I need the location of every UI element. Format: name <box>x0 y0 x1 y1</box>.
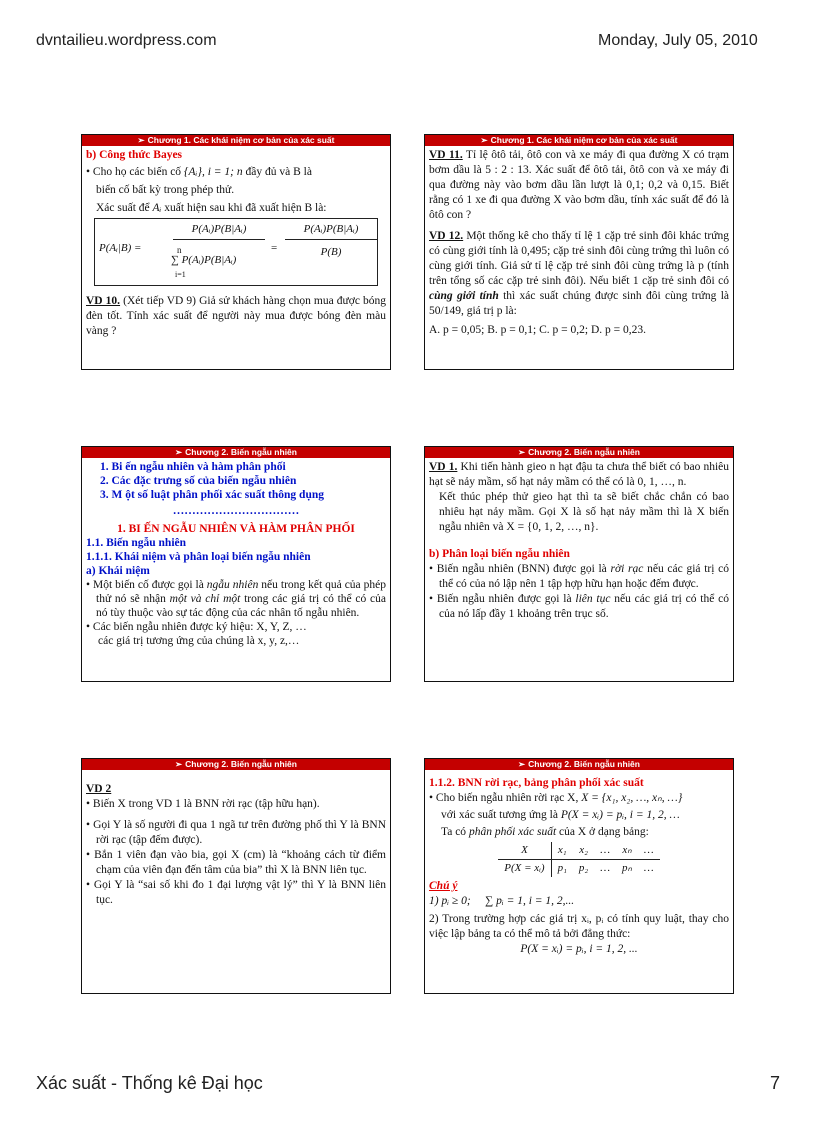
header-site: dvntailieu.wordpress.com <box>36 32 217 49</box>
arrow-icon: ➢ <box>518 447 526 457</box>
slide-examples-11-12: ➢ Chương 1. Các khái niệm cơ bản của xác suất VD 11. Tỉ lệ ôtô tải, ôtô con và xe máy đi qua đường X có trạm bơm dầu là 5 : 2 : 13. Xác suất để ôtô tải, ôtô con và xe máy đi qua đường này vào bơm dầu lần lượt là 0,1; 0,2 và 0,15. Biết rằng có 1 xe đi qua đường X vào bơm dầu, tính xác suất để đó là ôtô con ? VD 12. Một thống kê cho thấy tỉ lệ 1 cặp trẻ sinh đôi khác trứng có cùng giới tính là 0,495; cặp trẻ sinh đôi cùng trứng thì luôn có cùng giới tính. Giả sử tỉ lệ cặp trẻ sinh đôi cùng trứng là p (tính trên tổng số các cặp trẻ sinh đôi). Nếu biết 1 cặp trẻ sinh đôi có cùng giới tính thì xác suất chúng được sinh đôi cùng trứng là 50/149, giá trị p là: A. p = 0,05; B. p = 0,1; C. p = 0,2; D. p = 0,23. <box>424 134 734 370</box>
arrow-icon: ➢ <box>175 759 183 769</box>
slide-discrete-distribution: ➢ Chương 2. Biến ngẫu nhiên 1.1.2. BNN rời rạc, bảng phân phối xác suất • Cho biến ngẫu nhiên rời rạc X, X = {x₁, x₂, …, xₙ, …} với xác suất tương ứng là P(X = xᵢ) = pᵢ, i = 1, 2, … Ta có phân phối xác suất của X ở dạng bảng: X x₁ x₂ … xₙ … P(X = xᵢ) p₁ p₂ … pₙ … Chú ý 1) pᵢ ≥ 0; ∑ pᵢ = 1, i = 1, 2,... 2) Trong trường hợp các giá trị xᵢ, pᵢ có tính quy luật, thay cho việc lập bảng ta có thể mô tả bởi đẳng thức: P(X = xᵢ) = pᵢ, i = 1, 2, ... <box>424 758 734 994</box>
slide-header-bar: ➢ Chương 2. Biến ngẫu nhiên <box>425 447 733 458</box>
bullet-icon: • <box>86 621 91 633</box>
bullet-icon: • <box>86 166 91 178</box>
bullet-icon: • <box>429 563 434 575</box>
toc-item: 1. Bi ến ngẫu nhiên và hàm phân phối <box>100 461 286 473</box>
section-heading: 1. BI ẾN NGẪU NHIÊN VÀ HÀM PHÂN PHỐI <box>117 523 355 535</box>
header-date: Monday, July 05, 2010 <box>598 32 758 49</box>
bullet-icon: • <box>429 792 434 804</box>
slide-header-bar: ➢ Chương 2. Biến ngẫu nhiên <box>82 447 390 458</box>
bullet-icon: • <box>86 579 91 591</box>
arrow-icon: ➢ <box>175 447 183 457</box>
example-label: VD 1. <box>429 461 458 473</box>
bullet-icon: • <box>86 798 91 810</box>
bullet-icon: • <box>86 849 91 861</box>
slide-chapter2-intro: ➢ Chương 2. Biến ngẫu nhiên 1. Bi ến ngẫu nhiên và hàm phân phối 2. Các đặc trưng số của biến ngẫu nhiên 3. M ột số luật phân phối xác suất thông dụng …………………………… 1. BI ẾN NGẪU NHIÊN VÀ HÀM PHÂN PHỐI 1.1. Biến ngẫu nhiên 1.1.1. Khái niệm và phân loại biến ngẫu nhiên a) Khái niệm • Một biến cố được gọi là ngẫu nhiên nếu trong kết quả của phép thử nó sẽ nhận một và chỉ một trong các giá trị có thể có của nó tùy thuộc vào sự tác động của các nhân tố ngẫu nhiên. • Các biến ngẫu nhiên được ký hiệu: X, Y, Z, … các giá trị tương ứng của chúng là x, y, z,… <box>81 446 391 682</box>
bullet-icon: • <box>429 593 434 605</box>
slide-header-bar: ➢ Chương 1. Các khái niệm cơ bản của xác suất <box>425 135 733 146</box>
bayes-formula: P(Aᵢ|B) = P(Aᵢ)P(B|Aᵢ) n ∑ P(Aᵢ)P(B|Aᵢ) i=1 = P(Aᵢ)P(B|Aᵢ) P(B) <box>94 218 378 286</box>
example-label: VD 12. <box>429 230 464 242</box>
example-label: VD 2 <box>86 783 112 795</box>
slide-header-bar: ➢ Chương 1. Các khái niệm cơ bản của xác suất <box>82 135 390 146</box>
bullet-icon: • <box>86 819 91 831</box>
bullet-icon: • <box>86 879 91 891</box>
section-heading: b) Phân loại biến ngẫu nhiên <box>429 548 570 560</box>
arrow-icon: ➢ <box>518 759 526 769</box>
slide-bayes: ➢ Chương 1. Các khái niệm cơ bản của xác suất b) Công thức Bayes • Cho họ các biến cố {Aᵢ}, i = 1; n đầy đủ và B là biến cố bất kỳ trong phép thử. Xác suất để Aᵢ xuất hiện sau khi đã xuất hiện B là: P(Aᵢ|B) = P(Aᵢ)P(B|Aᵢ) n ∑ P(Aᵢ)P(B|Aᵢ) i=1 = P(Aᵢ)P(B|Aᵢ) P(B) VD 10. (Xét tiếp VD 9) Giả sử khách hàng chọn mua được bóng đèn tốt. Tính xác suất để người này mua được bóng đèn màu vàng ? <box>81 134 391 370</box>
slide-header-bar: ➢ Chương 2. Biến ngẫu nhiên <box>425 759 733 770</box>
arrow-icon: ➢ <box>480 135 488 145</box>
example-label: VD 10. <box>86 295 121 307</box>
slide-header-bar: ➢ Chương 2. Biến ngẫu nhiên <box>82 759 390 770</box>
arrow-icon: ➢ <box>137 135 145 145</box>
section-heading: 1.1.2. BNN rời rạc, bảng phân phối xác suất <box>429 777 644 789</box>
footer-title: Xác suất - Thống kê Đại học <box>36 1073 263 1093</box>
note-label: Chú ý <box>429 880 458 892</box>
section-heading: b) Công thức Bayes <box>86 149 183 161</box>
example-label: VD 11. <box>429 149 463 161</box>
toc-item: 2. Các đặc trưng số của biến ngẫu nhiên <box>100 475 297 487</box>
toc-item: 3. M ột số luật phân phối xác suất thông dụng <box>100 489 324 501</box>
page-number: 7 <box>770 1073 781 1093</box>
distribution-table: X x₁ x₂ … xₙ … P(X = xᵢ) p₁ p₂ … pₙ … <box>498 842 659 877</box>
slide-example-2: ➢ Chương 2. Biến ngẫu nhiên VD 2 • Biến X trong VD 1 là BNN rời rạc (tập hữu hạn). • Gọi Y là số người đi qua 1 ngã tư trên đường phố thì Y là BNN rời rạc (tập đếm được). • Bắn 1 viên đạn vào bia, gọi X (cm) là “khoảng cách từ điểm chạm của viên đạn đến tâm của bia” thì X là BNN liên tục. • Gọi Y là “sai số khi đo 1 đại lượng vật lý” thì Y là BNN liên tục. <box>81 758 391 994</box>
answer-choices: A. p = 0,05; B. p = 0,1; C. p = 0,2; D. p = 0,23. <box>429 324 646 336</box>
slide-random-variable-types: ➢ Chương 2. Biến ngẫu nhiên VD 1. Khi tiến hành gieo n hạt đậu ta chưa thể biết có bao nhiêu hạt sẽ nảy mầm, số hạt nảy mầm có thể có là 0, 1, …, n. Kết thúc phép thử gieo hạt thì ta sẽ biết chắc chắn có bao nhiêu hạt nảy mầm. Gọi X là số hạt nảy mầm thì là X biến ngẫu nhiên và X = {0, 1, 2, …, n}. b) Phân loại biến ngẫu nhiên • Biến ngẫu nhiên (BNN) được gọi là rời rạc nếu các giá trị có thể có của nó lập nên 1 tập hợp hữu hạn hoặc đếm được. • Biến ngẫu nhiên được gọi là liên tục nếu các giá trị có thể có của nó lấp đầy 1 khoảng trên trục số. <box>424 446 734 682</box>
